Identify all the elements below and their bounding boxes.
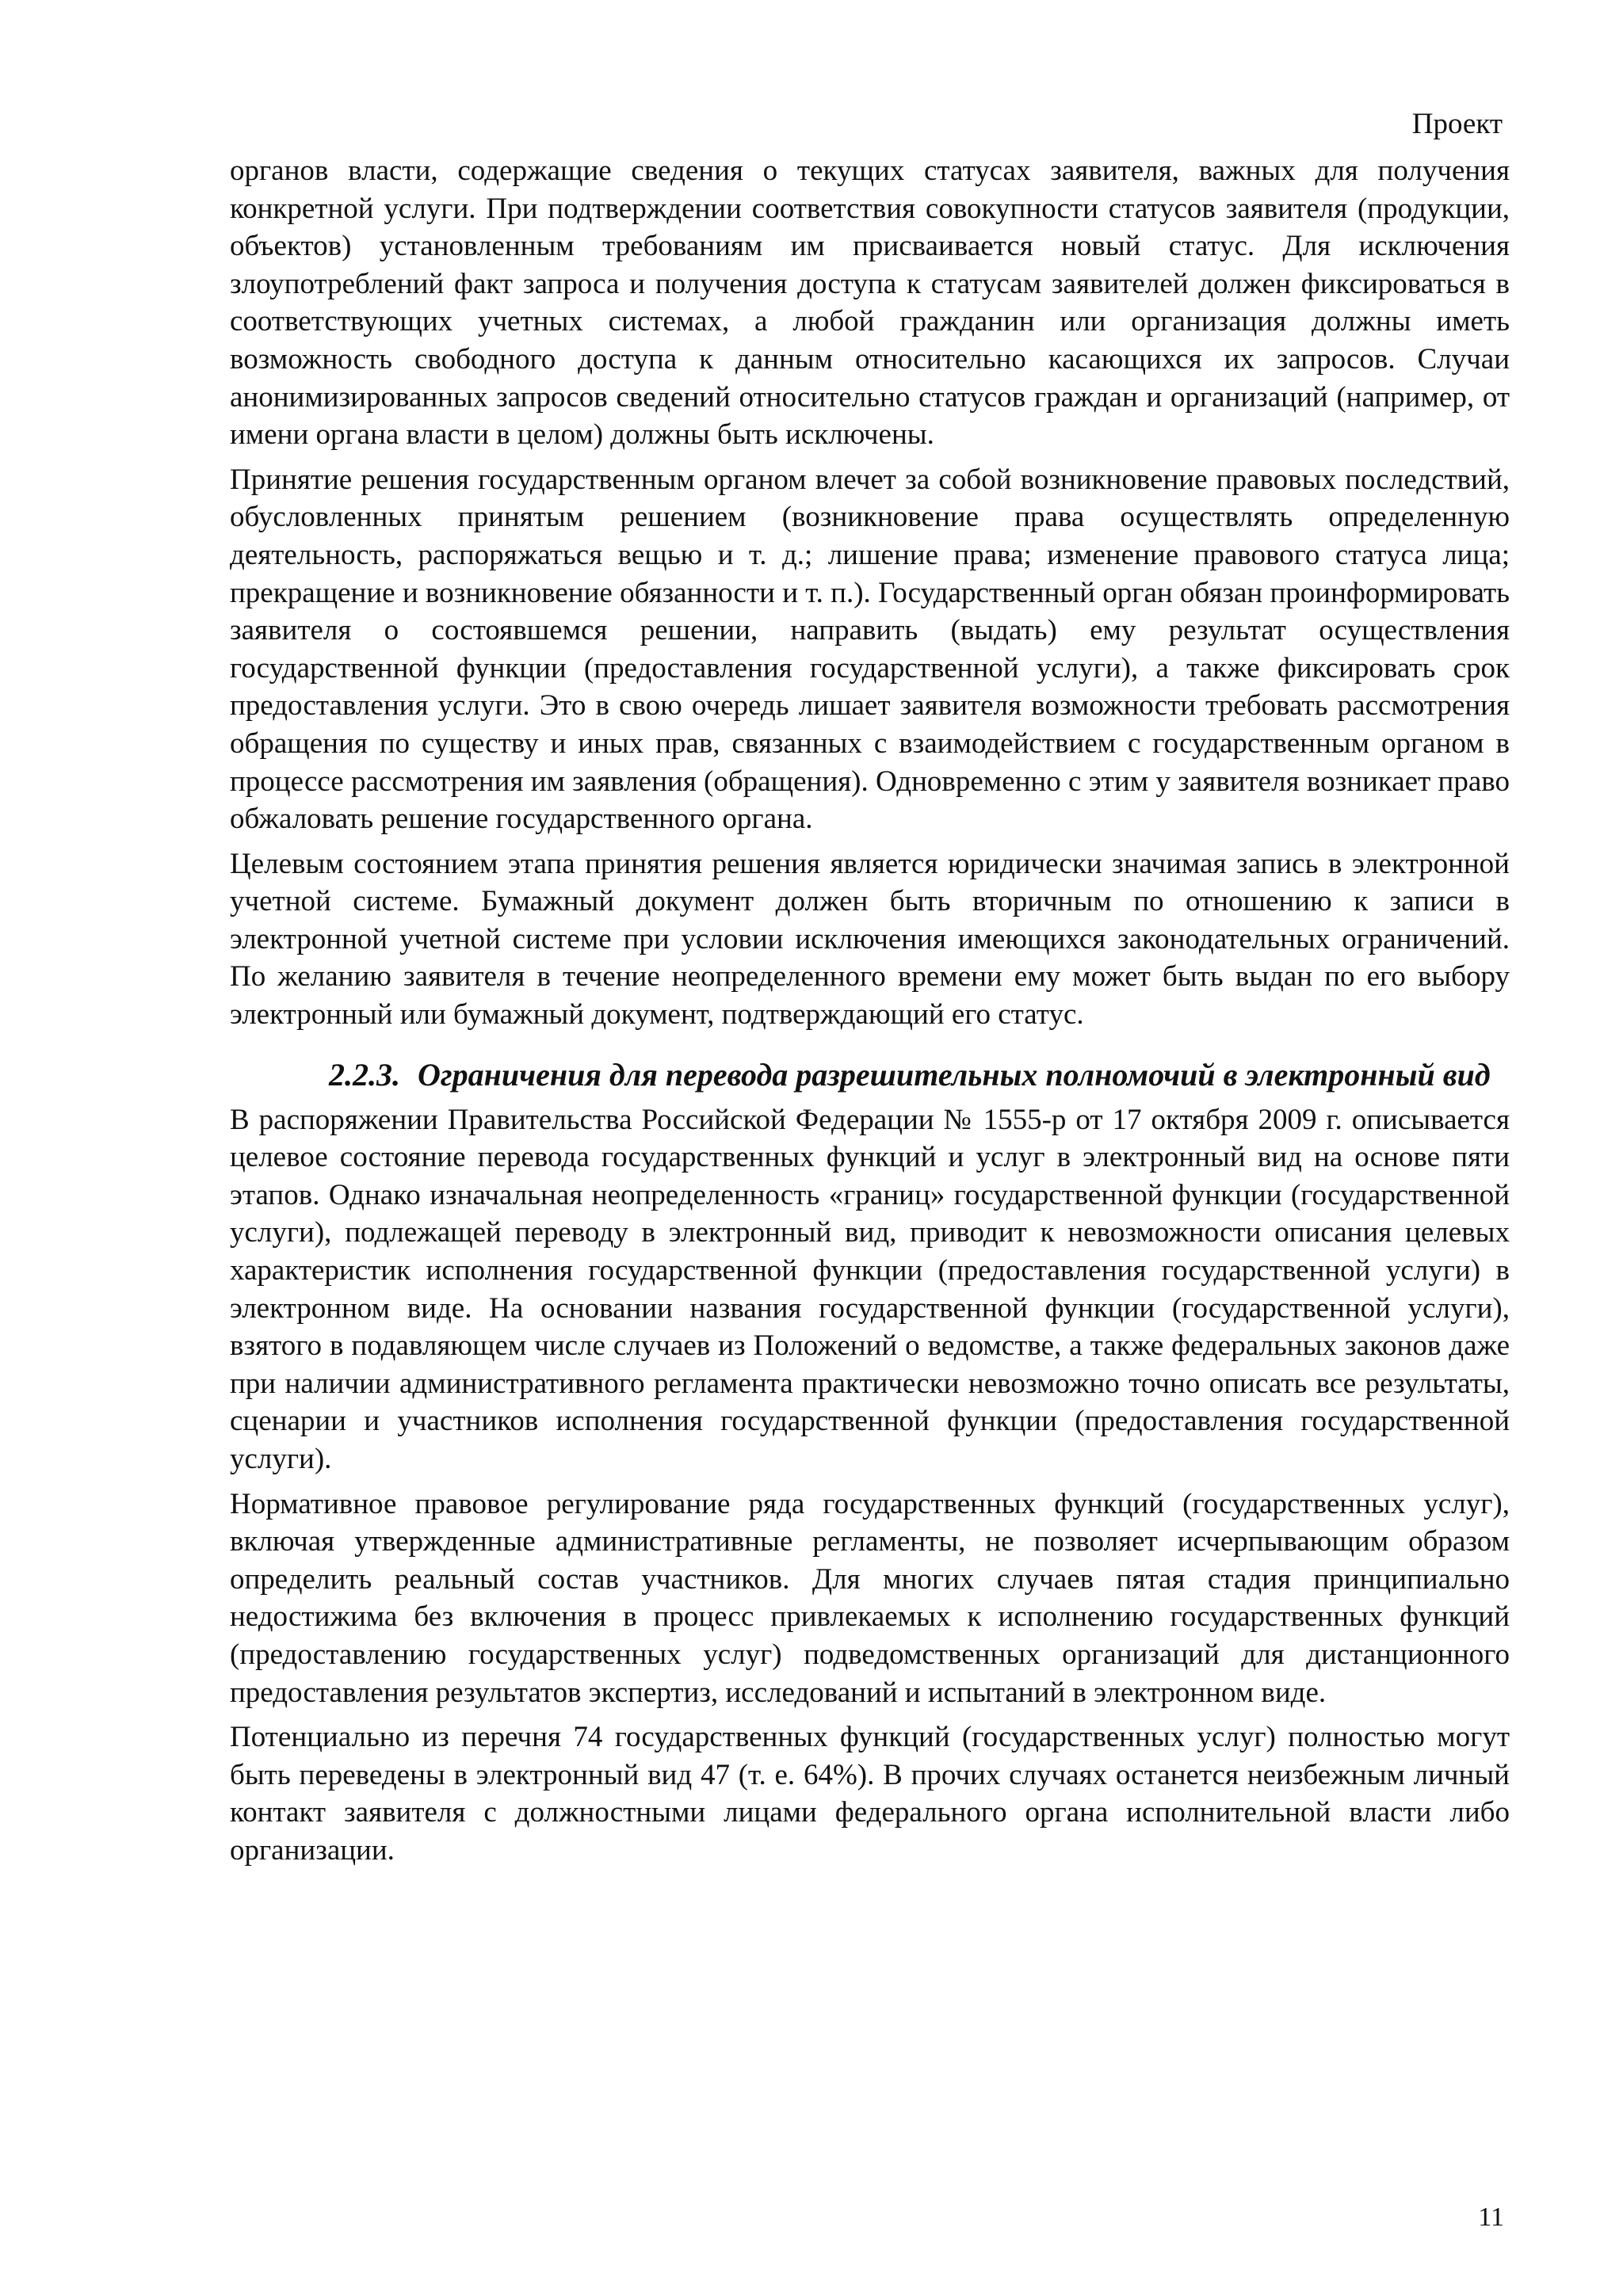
body-paragraph: органов власти, содержащие сведения о текущих статусах заявителя, важных для получения конкретной услуги. При подтверждении соответствия совокупности статусов заявителя (продукции, объектов) установленным требованиям им присваивается новый статус. Для исключения злоупотреблений факт запроса и получения доступа к статусам заявителей должен фиксироваться в соответствующих учетных системах, а любой гражданин или организация должны иметь возможность свободного доступа к данным относительно касающихся их запросов. Случаи анонимизированных запросов сведений относительно статусов граждан и организаций (например, от имени органа власти в целом) должны быть исключены. <box>230 154 1510 452</box>
section-heading <box>230 1055 1510 1095</box>
page-header-label: Проект <box>1411 108 1503 140</box>
body-paragraph: Потенциально из перечня 74 государственных функций (государственных услуг) полностью могут быть переведены в электронный вид 47 (т. е. 64%). В прочих случаях останется неизбежным личный контакт заявителя с должностными лицами федерального органа исполнительной власти либо организации. <box>230 1721 1510 1867</box>
body-paragraph: Нормативное правовое регулирование ряда государственных функций (государственных услуг), включая утвержденные административные регламенты, не позволяет исчерпывающим образом определить реальный состав участников. Для многих случаев пятая стадия принципиально недостижима без включения в процесс привлекаемых к исполнению государственных функций (предоставлению государственных услуг) подведомственных организаций для дистанционного предоставления результатов экспертиз, исследований и испытаний в электронном виде. <box>230 1487 1510 1709</box>
body-paragraph: Целевым состоянием этапа принятия решения является юридически значимая запись в электронной учетной системе. Бумажный документ должен быть вторичным по отношению к записи в электронной учетной системе при условии исключения имеющихся законодательных ограничений. По желанию заявителя в течение неопределенного времени ему может быть выдан по его выбору электронный или бумажный документ, подтверждающий его статус. <box>230 847 1510 1032</box>
page-number: 11 <box>1478 2203 1504 2232</box>
document-body <box>230 152 1510 1877</box>
body-paragraph: Принятие решения государственным органом влечет за собой возникновение правовых последствий, обусловленных принятым решением (возникновение права осуществлять определенную деятельность, распоряжаться вещью и т. д.; лишение права; изменение правового статуса лица; прекращение и возникновение обязанности и т. п.). Государственный орган обязан проинформировать заявителя о состоявшемся решении, направить (выдать) ему результат осуществления государственной функции (предоставления государственной услуги), а также фиксировать срок предоставления услуги. Это в свою очередь лишает заявителя возможности требовать рассмотрения обращения по существу и иных прав, связанных с взаимодействием с государственным органом в процессе рассмотрения им заявления (обращения). Одновременно с этим у заявителя возникает право обжаловать решение государственного органа. <box>230 463 1510 836</box>
section-title: Ограничения для перевода разрешительных полномочий в электронный вид <box>418 1056 1491 1093</box>
section-number: 2.2.3. <box>329 1056 400 1093</box>
body-paragraph: В распоряжении Правительства Российской Федерации № 1555-р от 17 октября 2009 г. описывается целевое состояние перевода государственных функций и услуг в электронный вид на основе пяти этапов. Однако изначальная неопределенность «границ» государственной функции (государственной услуги), подлежащей переводу в электронный вид, приводит к невозможности описания целевых характеристик исполнения государственной функции (предоставления государственной услуги) в электронном виде. На основании названия государственной функции (государственной услуги), взятого в подавляющем числе случаев из Положений о ведомстве, а также федеральных законов даже при наличии административного регламента практически невозможно точно описать все результаты, сценарии и участников исполнения государственной функции (предоставления государственной услуги). <box>230 1103 1510 1475</box>
